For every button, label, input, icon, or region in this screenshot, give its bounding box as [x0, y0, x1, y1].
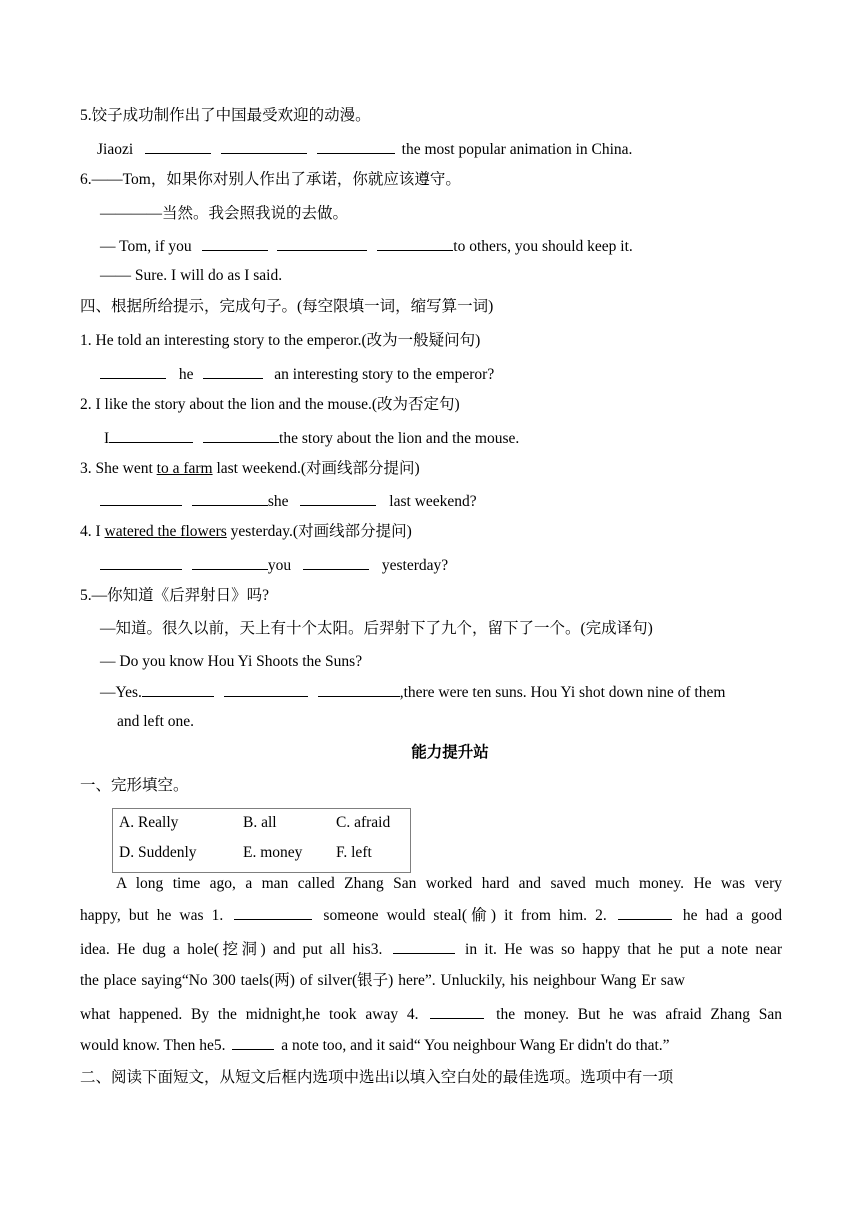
- passage-line: what happened. By the midnight,he took away 4. the money. But he was afraid Zhang San: [80, 1006, 783, 1023]
- underlined-phrase: to a farm: [156, 460, 213, 477]
- passage-line: happy, but he was 1. someone would steal(偷) it from him. 2. he had a good: [80, 907, 783, 924]
- section4-title: 四、根据所给提示，完成句子。(每空限填一词，缩写算一词): [80, 298, 494, 315]
- answer-blank[interactable]: [277, 236, 367, 251]
- option-a: A. Really: [119, 814, 179, 831]
- answer-blank[interactable]: [203, 364, 263, 379]
- cloze-blank-5[interactable]: [232, 1035, 274, 1050]
- q5-chinese: 5.饺子成功制作出了中国最受欢迎的动漫。: [80, 107, 371, 124]
- cloze-blank-2[interactable]: [618, 905, 672, 920]
- s4-q5: 5.—你知道《后羿射日》吗?: [80, 587, 270, 604]
- section-heading: 能力提升站: [411, 744, 489, 761]
- s4-q2-answer: I the story about the lion and the mouse.: [104, 430, 520, 447]
- s4-q1-answer: he an interesting story to the emperor?: [100, 364, 494, 385]
- answer-blank[interactable]: [224, 682, 308, 697]
- answer-blank[interactable]: [202, 236, 268, 251]
- answer-blank[interactable]: [203, 428, 279, 443]
- option-c: C. afraid: [336, 814, 391, 831]
- options-box: [112, 808, 411, 873]
- answer-blank[interactable]: [192, 491, 268, 506]
- passage-line: idea. He dug a hole(挖洞) and put all his3. in it. He was so happy that he put a note near: [80, 941, 783, 958]
- option-d: D. Suddenly: [119, 844, 197, 861]
- s4-q5-chinese: —知道。很久以前，天上有十个太阳。后羿射下了九个，留下了一个。(完成译句): [100, 620, 653, 637]
- answer-blank[interactable]: [300, 491, 376, 506]
- s4-q2: 2. I like the story about the lion and the mouse.(改为否定句): [80, 396, 460, 413]
- answer-blank[interactable]: [100, 364, 166, 379]
- answer-blank[interactable]: [303, 555, 369, 570]
- q6-chinese: 6.——Tom，如果你对别人作出了承诺，你就应该遵守。: [80, 171, 461, 188]
- cloze-blank-1[interactable]: [234, 905, 312, 920]
- part1-title: 一、完形填空。: [80, 777, 189, 794]
- q5-english: Jiaozi the most popular animation in China.: [97, 141, 633, 158]
- q6-chinese-reply: ————当然。我会照我说的去做。: [100, 205, 349, 222]
- option-e: E. money: [243, 844, 303, 861]
- s4-q4: 4. I watered the flowers yesterday.(对画线部分提问): [80, 523, 412, 540]
- q6-english: — Tom, if you to others, you should keep it.: [100, 238, 633, 255]
- s4-q3: 3. She went to a farm last weekend.(对画线部分提问): [80, 460, 420, 477]
- option-b: B. all: [243, 814, 277, 831]
- answer-blank[interactable]: [317, 139, 395, 154]
- underlined-phrase: watered the flowers: [104, 523, 227, 540]
- answer-blank[interactable]: [145, 139, 211, 154]
- q6-english-reply: —— Sure. I will do as I said.: [100, 267, 283, 284]
- passage-line: A long time ago, a man called Zhang San worked hard and saved much money. He was very: [116, 875, 782, 892]
- answer-blank[interactable]: [109, 428, 193, 443]
- cloze-blank-3[interactable]: [393, 939, 455, 954]
- cloze-blank-4[interactable]: [430, 1004, 484, 1019]
- answer-blank[interactable]: [100, 491, 182, 506]
- answer-blank[interactable]: [100, 555, 182, 570]
- option-f: F. left: [336, 844, 372, 861]
- s4-q5-english: — Do you know Hou Yi Shoots the Suns?: [100, 653, 363, 670]
- answer-blank[interactable]: [221, 139, 307, 154]
- passage-line: the place saying“No 300 taels(两) of silver(银子) here”. Unluckily, his neighbour Wang Er saw: [80, 972, 685, 989]
- passage-line: would know. Then he5. a note too, and it said“ You neighbour Wang Er didn't do that.”: [80, 1037, 670, 1054]
- answer-blank[interactable]: [192, 555, 268, 570]
- answer-blank[interactable]: [318, 682, 400, 697]
- answer-blank[interactable]: [142, 682, 214, 697]
- s4-q1: 1. He told an interesting story to the emperor.(改为一般疑问句): [80, 332, 481, 349]
- s4-q5-answer: —Yes. ,there were ten suns. Hou Yi shot down nine of them: [100, 684, 726, 701]
- part2-title: 二、阅读下面短文，从短文后框内选项中选出i以填入空白处的最佳选项。选项中有一项: [80, 1069, 674, 1086]
- s4-q3-answer: she last weekend?: [100, 491, 477, 512]
- s4-q4-answer: you yesterday?: [100, 555, 448, 576]
- s4-q5-answer-cont: and left one.: [117, 713, 195, 730]
- answer-blank[interactable]: [377, 236, 453, 251]
